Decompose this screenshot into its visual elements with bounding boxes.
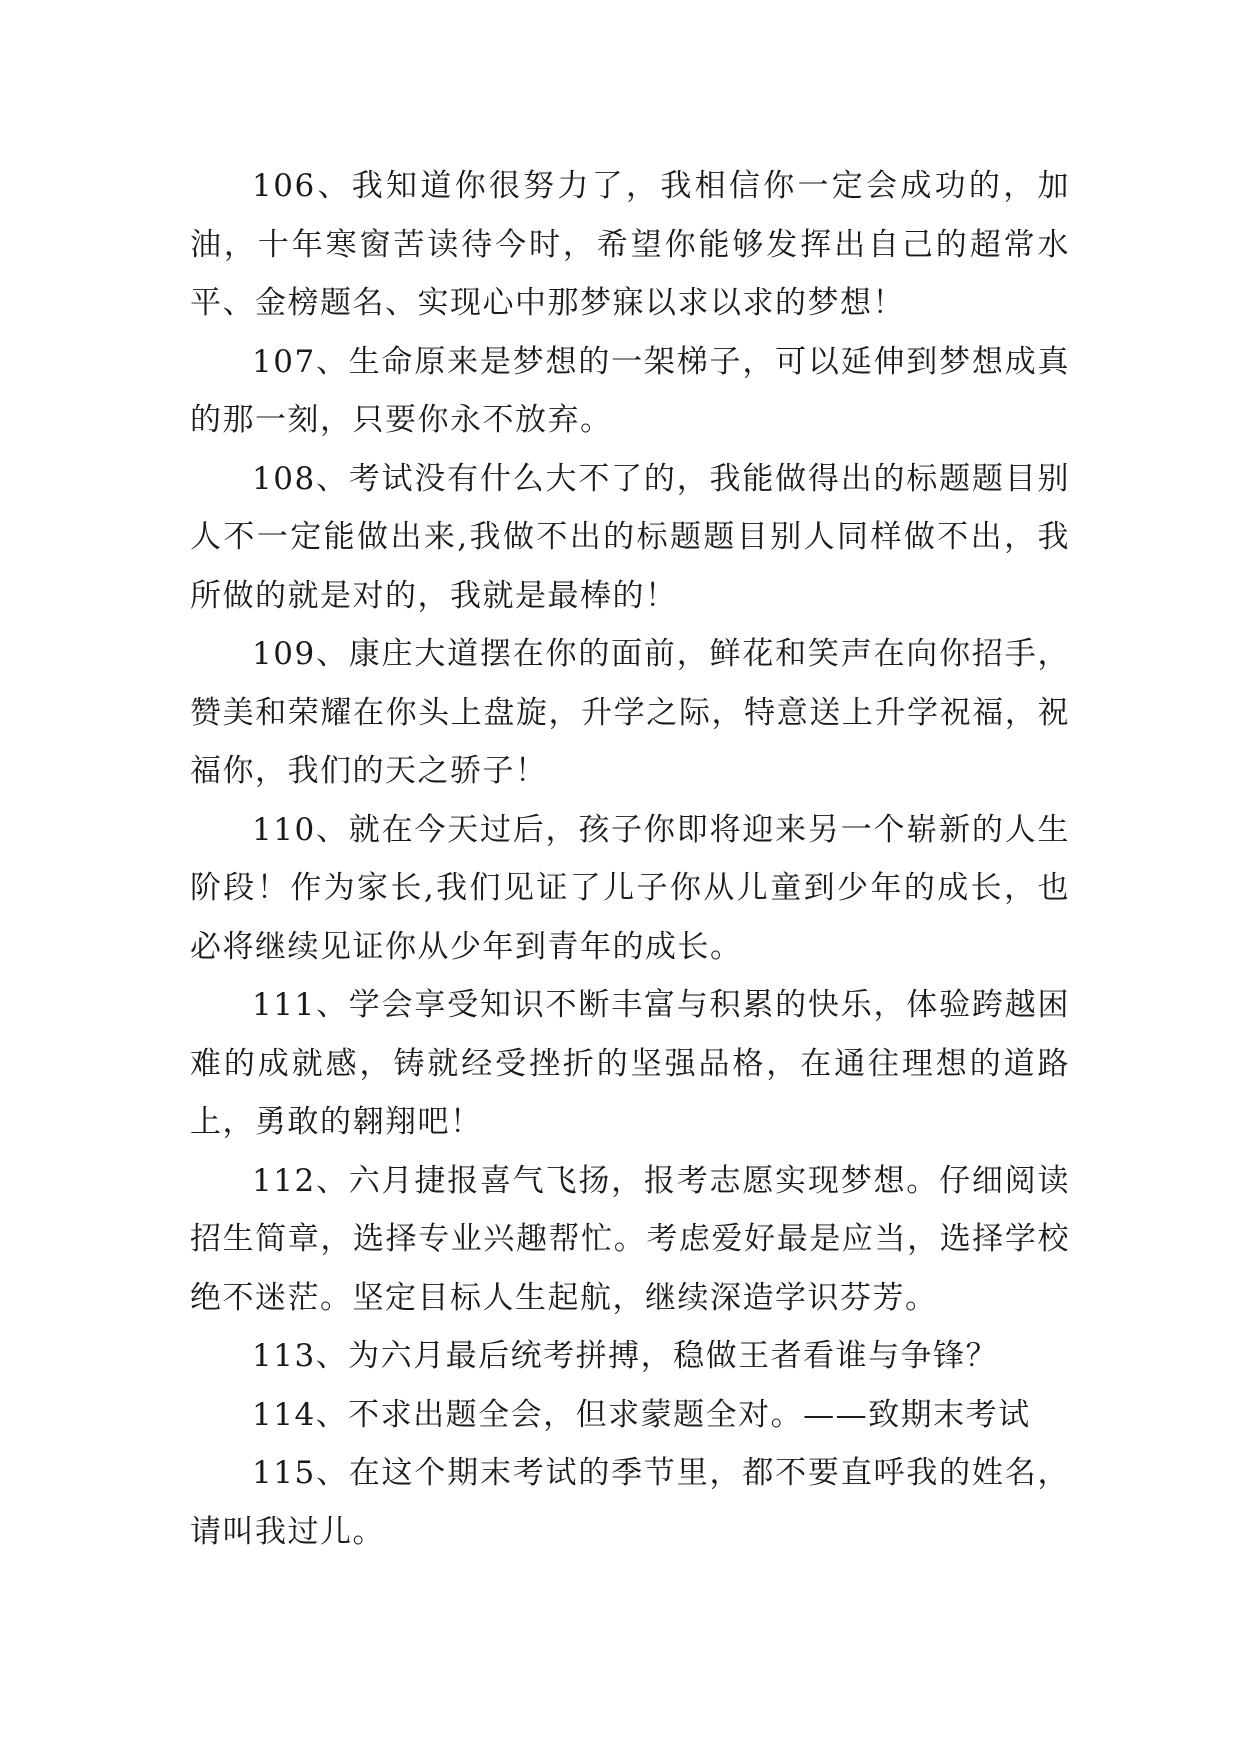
paragraph-115: 115、在这个期末考试的季节里，都不要直呼我的姓名，请叫我过儿。	[190, 1455, 1070, 1550]
paragraph-110: 110、就在今天过后，孩子你即将迎来另一个崭新的人生阶段！作为家长,我们见证了儿子你从儿童到少年的成长，也必将继续见证你从少年到青年的成长。	[190, 811, 1070, 965]
paragraph-106: 106、我知道你很努力了，我相信你一定会成功的，加油，十年寒窗苦读待今时，希望你能够发挥出自己的超常水平、金榜题名、实现心中那梦寐以求以求的梦想！	[190, 168, 1070, 321]
paragraph-112: 112、六月捷报喜气飞扬，报考志愿实现梦想。仔细阅读招生简章，选择专业兴趣帮忙。考虑爱好最是应当，选择学校绝不迷茫。坚定目标人生起航，继续深造学识芬芳。	[190, 1162, 1070, 1316]
paragraph-107: 107、生命原来是梦想的一架梯子，可以延伸到梦想成真的那一刻，只要你永不放弃。	[190, 343, 1070, 438]
document-body	[190, 157, 1070, 1561]
paragraph-113: 113、为六月最后统考拼搏，稳做王者看谁与争锋？	[252, 1338, 999, 1374]
paragraph-108: 108、考试没有什么大不了的，我能做得出的标题题目别人不一定能做出来,我做不出的标题题目别人同样做不出，我所做的就是对的，我就是最棒的！	[190, 460, 1070, 614]
paragraph-109: 109、康庄大道摆在你的面前，鲜花和笑声在向你招手，赞美和荣耀在你头上盘旋，升学之际，特意送上升学祝福，祝福你，我们的天之骄子！	[190, 636, 1070, 789]
paragraph-114: 114、不求出题全会，但求蒙题全对。——致期末考试	[252, 1396, 1031, 1433]
paragraph-111: 111、学会享受知识不断丰富与积累的快乐，体验跨越困难的成就感，铸就经受挫折的坚强品格，在通往理想的道路上，勇敢的翱翔吧！	[190, 987, 1070, 1140]
